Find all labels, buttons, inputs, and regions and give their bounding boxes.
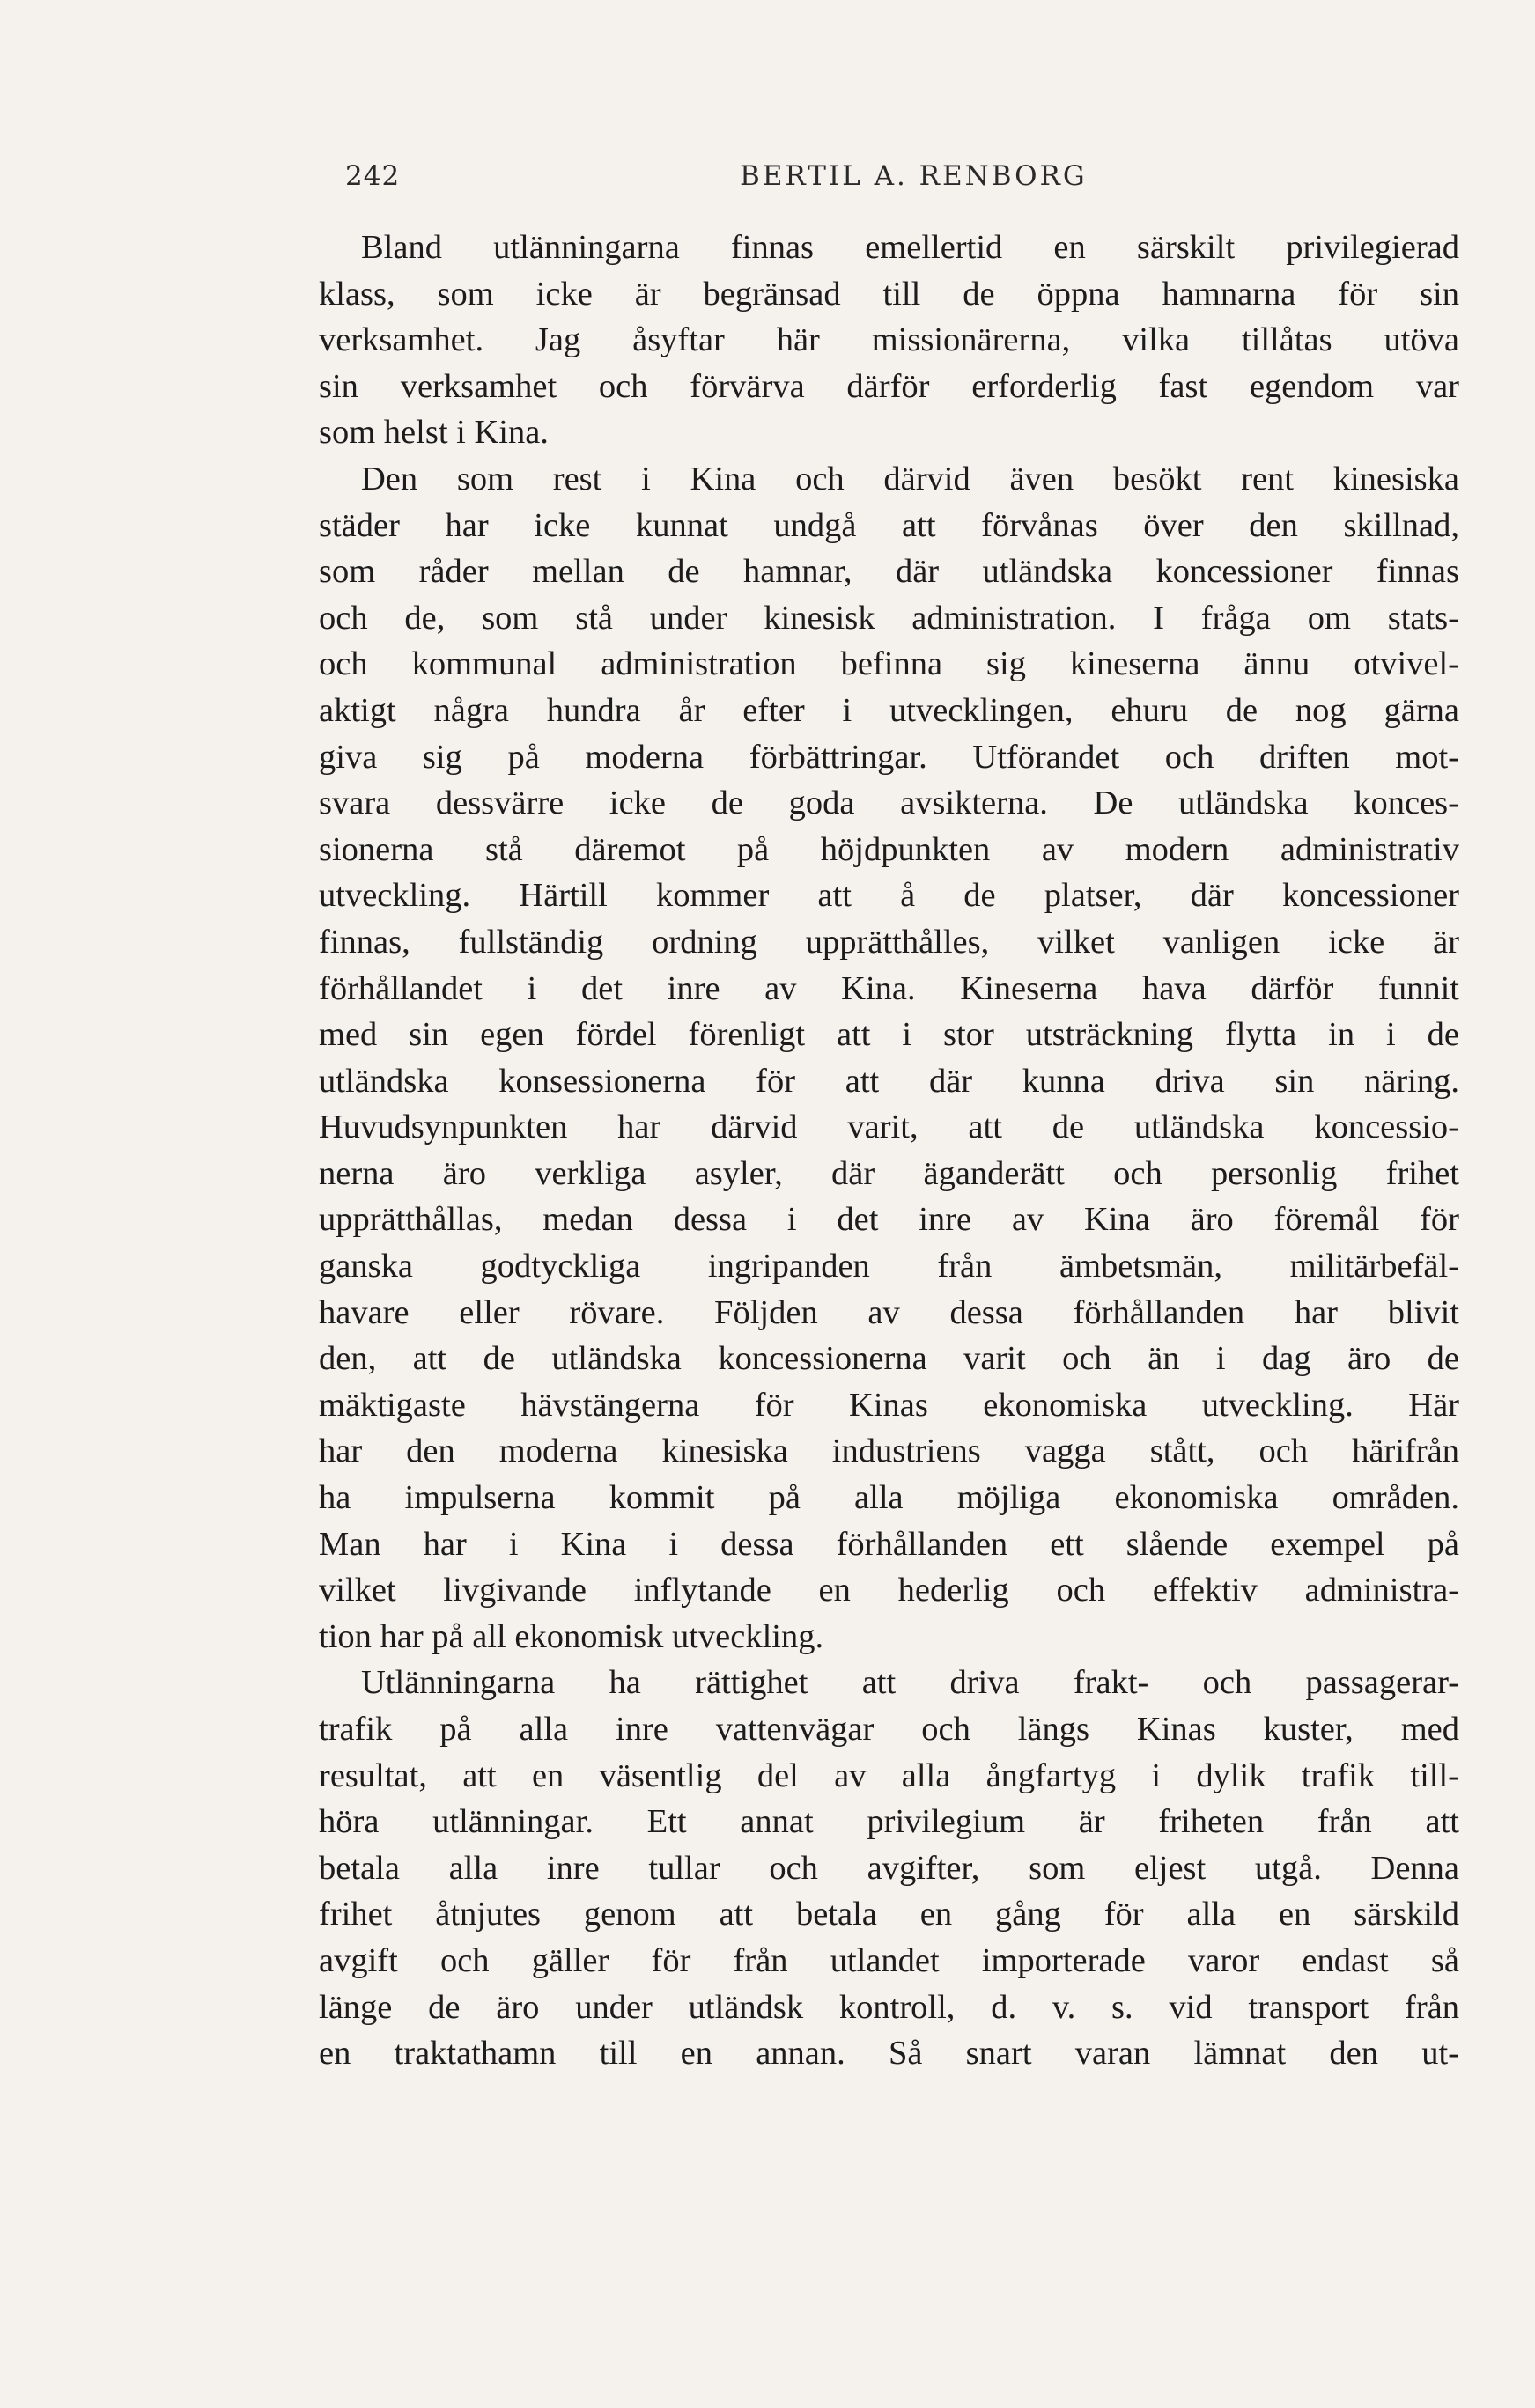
text-line: länge de äro under utländsk kontroll, d. v. s. vid transport från	[319, 1988, 1459, 2026]
text-line: Huvudsynpunkten har därvid varit, att de utländska koncessio-	[319, 1108, 1459, 1146]
text-line: avgift och gäller för från utlandet importerade varor endast så	[319, 1941, 1459, 1979]
text-line: Utlänningarna ha rättighet att driva frakt- och passagerar-	[361, 1664, 1459, 1702]
text-line: verksamhet. Jag åsyftar här missionärerna, vilka tillåtas utöva	[319, 321, 1459, 359]
text-line: nerna äro verkliga asyler, där äganderätt och personlig frihet	[319, 1154, 1459, 1192]
text-line: havare eller rövare. Följden av dessa förhållanden har blivit	[319, 1293, 1459, 1331]
text-line: och kommunal administration befinna sig kineserna ännu otvivel-	[319, 645, 1459, 683]
text-line: förhållandet i det inre av Kina. Kineserna hava därför funnit	[319, 969, 1459, 1007]
text-line: aktigt några hundra år efter i utvecklingen, ehuru de nog gärna	[319, 691, 1459, 729]
text-line: med sin egen fördel förenligt att i stor utsträckning flytta in i de	[319, 1016, 1459, 1054]
text-line: upprätthållas, medan dessa i det inre av Kina äro föremål för	[319, 1201, 1459, 1239]
text-line: utländska konsessionerna för att där kunna driva sin näring.	[319, 1062, 1459, 1100]
body-text	[319, 225, 1459, 2077]
text-line: finnas, fullständig ordning upprätthålles, vilket vanligen icke är	[319, 923, 1459, 961]
page-header	[317, 160, 1462, 204]
text-line: en traktathamn till en annan. Så snart varan lämnat den ut-	[319, 2035, 1459, 2073]
text-line: sionerna stå däremot på höjdpunkten av modern administrativ	[319, 830, 1459, 868]
text-line: betala alla inre tullar och avgifter, som eljest utgå. Denna	[319, 1849, 1459, 1887]
text-line: svara dessvärre icke de goda avsikterna. De utländska konces-	[319, 784, 1459, 822]
text-line: resultat, att en väsentlig del av alla ångfartyg i dylik trafik till-	[319, 1756, 1459, 1794]
text-line: som helst i Kina.	[319, 414, 549, 452]
text-line: utveckling. Härtill kommer att å de platser, där koncessioner	[319, 877, 1459, 915]
text-line: som råder mellan de hamnar, där utländska koncessioner finnas	[319, 553, 1459, 591]
text-line: sin verksamhet och förvärva därför erforderlig fast egendom var	[319, 367, 1459, 405]
text-line: vilket livgivande inflytande en hederlig och effektiv administra-	[319, 1572, 1459, 1609]
text-line: har den moderna kinesiska industriens vagga stått, och härifrån	[319, 1432, 1459, 1470]
text-line: tion har på all ekonomisk utveckling.	[319, 1617, 824, 1655]
text-line: frihet åtnjutes genom att betala en gång för alla en särskild	[319, 1896, 1459, 1933]
page-number: 242	[345, 160, 401, 192]
text-line: Man har i Kina i dessa förhållanden ett slående exempel på	[319, 1525, 1459, 1563]
text-line: Bland utlänningarna finnas emellertid en särskilt privilegierad	[361, 229, 1459, 266]
running-head: BERTIL A. RENBORG	[740, 160, 1088, 192]
text-line: ha impulserna kommit på alla möjliga ekonomiska områden.	[319, 1479, 1459, 1517]
text-line: Den som rest i Kina och därvid även besökt rent kinesiska	[361, 460, 1459, 497]
text-line: giva sig på moderna förbättringar. Utförandet och driften mot-	[319, 738, 1459, 776]
text-line: mäktigaste hävstängerna för Kinas ekonomiska utveckling. Här	[319, 1386, 1459, 1424]
text-line: och de, som stå under kinesisk administration. I fråga om stats-	[319, 599, 1459, 637]
text-line: ganska godtyckliga ingripanden från ämbetsmän, militärbefäl-	[319, 1248, 1459, 1285]
text-line: klass, som icke är begränsad till de öppna hamnarna för sin	[319, 275, 1459, 313]
text-line: höra utlänningar. Ett annat privilegium är friheten från att	[319, 1803, 1459, 1841]
text-line: den, att de utländska koncessionerna varit och än i dag äro de	[319, 1340, 1459, 1378]
text-line: städer har icke kunnat undgå att förvånas över den skillnad,	[319, 506, 1459, 544]
text-line: trafik på alla inre vattenvägar och längs Kinas kuster, med	[319, 1711, 1459, 1748]
